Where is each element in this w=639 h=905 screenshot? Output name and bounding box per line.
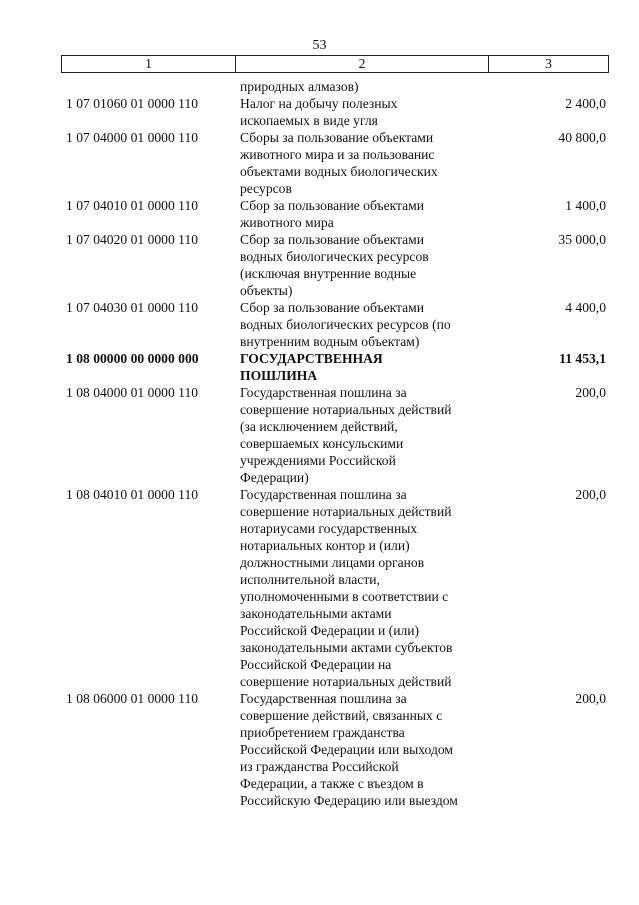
row-name	[240, 299, 495, 350]
row-code: 1 07 04000 01 0000 110	[66, 130, 199, 145]
row-amount: 40 800,0	[558, 130, 606, 145]
row-name-line: Российской Федерации на	[240, 657, 392, 672]
row-code: 1 07 04010 01 0000 110	[66, 198, 199, 213]
row-name-line: законодательными актами	[240, 606, 392, 621]
row-name-line: Сбор за пользование объектами	[240, 300, 425, 315]
header-col-1: 1	[62, 56, 236, 72]
row-amount: 1 400,0	[565, 198, 606, 213]
row-name-line: совершение нотариальных действий	[240, 504, 452, 519]
row-amount: 35 000,0	[558, 232, 606, 247]
row-name-line: совершаемых консульскими	[240, 436, 404, 451]
row-name-line: объекты)	[240, 283, 293, 298]
row-name-line: Федерации, а также с въездом в	[240, 776, 424, 791]
row-name-line: животного мира	[240, 215, 334, 230]
row-code: 1 08 04010 01 0000 110	[66, 487, 199, 502]
row-name-line: должностными лицами органов	[240, 555, 425, 570]
row-name-line: нотариальных контор и (или)	[240, 538, 410, 553]
row-name	[240, 129, 495, 197]
row-name-line: учреждениями Российской	[240, 453, 396, 468]
row-name-line: ископаемых в виде угля	[240, 113, 378, 128]
row-name	[240, 384, 495, 486]
table-row	[66, 129, 606, 197]
row-name-line: водных биологических ресурсов	[240, 249, 429, 264]
table-row	[66, 690, 606, 809]
row-name-line: Сборы за пользование объектами	[240, 130, 434, 145]
row-name-line: внутренним водным объектам)	[240, 334, 420, 349]
row-name-line: Государственная пошлина за	[240, 385, 407, 400]
continuation-text: природных алмазов)	[240, 79, 359, 94]
row-name-line: совершение нотариальных действий	[240, 674, 452, 689]
table-row	[66, 486, 606, 690]
row-name	[240, 350, 495, 384]
row-amount: 2 400,0	[565, 96, 606, 111]
row-name-line: ПОШЛИНА	[240, 368, 318, 383]
row-name-line: ресурсов	[240, 181, 292, 196]
row-name-line: исполнительной власти,	[240, 572, 380, 587]
row-amount: 4 400,0	[565, 300, 606, 315]
row-name-line: приобретением гражданства	[240, 725, 405, 740]
header-col-3: 3	[545, 56, 552, 71]
row-name-line: уполномоченными в соответствии с	[240, 589, 449, 604]
row-code: 1 08 00000 00 0000 000	[66, 351, 199, 366]
table-header	[61, 55, 609, 73]
row-code: 1 08 06000 01 0000 110	[66, 691, 199, 706]
row-name	[240, 690, 495, 809]
table-body	[66, 78, 606, 809]
table-row	[66, 384, 606, 486]
row-name-line: водных биологических ресурсов (по	[240, 317, 451, 332]
row-name	[240, 197, 495, 231]
page-number: 53	[312, 38, 327, 53]
row-name-line: Сбор за пользование объектами	[240, 232, 425, 247]
row-name-line: Сбор за пользование объектами	[240, 198, 425, 213]
row-amount: 11 453,1	[559, 351, 606, 366]
row-code: 1 07 01060 01 0000 110	[66, 96, 199, 111]
row-name-line: Российской Федерации и (или)	[240, 623, 420, 638]
row-name	[240, 95, 495, 129]
table-row	[66, 231, 606, 299]
row-name-line: нотариусами государственных	[240, 521, 418, 536]
table-row	[66, 197, 606, 231]
row-code: 1 08 04000 01 0000 110	[66, 385, 199, 400]
table-row	[66, 95, 606, 129]
row-amount: 200,0	[575, 691, 606, 706]
row-name-line: законодательными актами субъектов	[240, 640, 453, 655]
row-name-line: (за исключением действий,	[240, 419, 398, 434]
row-name-line: ГОСУДАРСТВЕННАЯ	[240, 351, 383, 366]
row-name-line: объектами водных биологических	[240, 164, 438, 179]
row-name-line: совершение действий, связанных с	[240, 708, 443, 723]
table-row	[66, 350, 606, 384]
row-name-line: совершение нотариальных действий	[240, 402, 452, 417]
row-amount: 200,0	[575, 487, 606, 502]
header-col-2: 2	[236, 56, 489, 72]
continuation-row	[66, 78, 606, 95]
row-code: 1 07 04030 01 0000 110	[66, 300, 199, 315]
row-name	[240, 231, 495, 299]
row-name-line: Налог на добычу полезных	[240, 96, 398, 111]
row-name-line: Российскую Федерацию или выездом	[240, 793, 458, 808]
row-name-line: Федерации)	[240, 470, 309, 485]
row-name-line: Государственная пошлина за	[240, 691, 407, 706]
row-name-line: из гражданства Российской	[240, 759, 399, 774]
row-amount: 200,0	[575, 385, 606, 400]
row-name	[240, 486, 495, 690]
row-code: 1 07 04020 01 0000 110	[66, 232, 199, 247]
row-name-line: животного мира и за пользованис	[240, 147, 435, 162]
row-name-line: Российской Федерации или выходом	[240, 742, 454, 757]
row-name-line: (исключая внутренние водные	[240, 266, 417, 281]
row-name-line: Государственная пошлина за	[240, 487, 407, 502]
table-row	[66, 299, 606, 350]
